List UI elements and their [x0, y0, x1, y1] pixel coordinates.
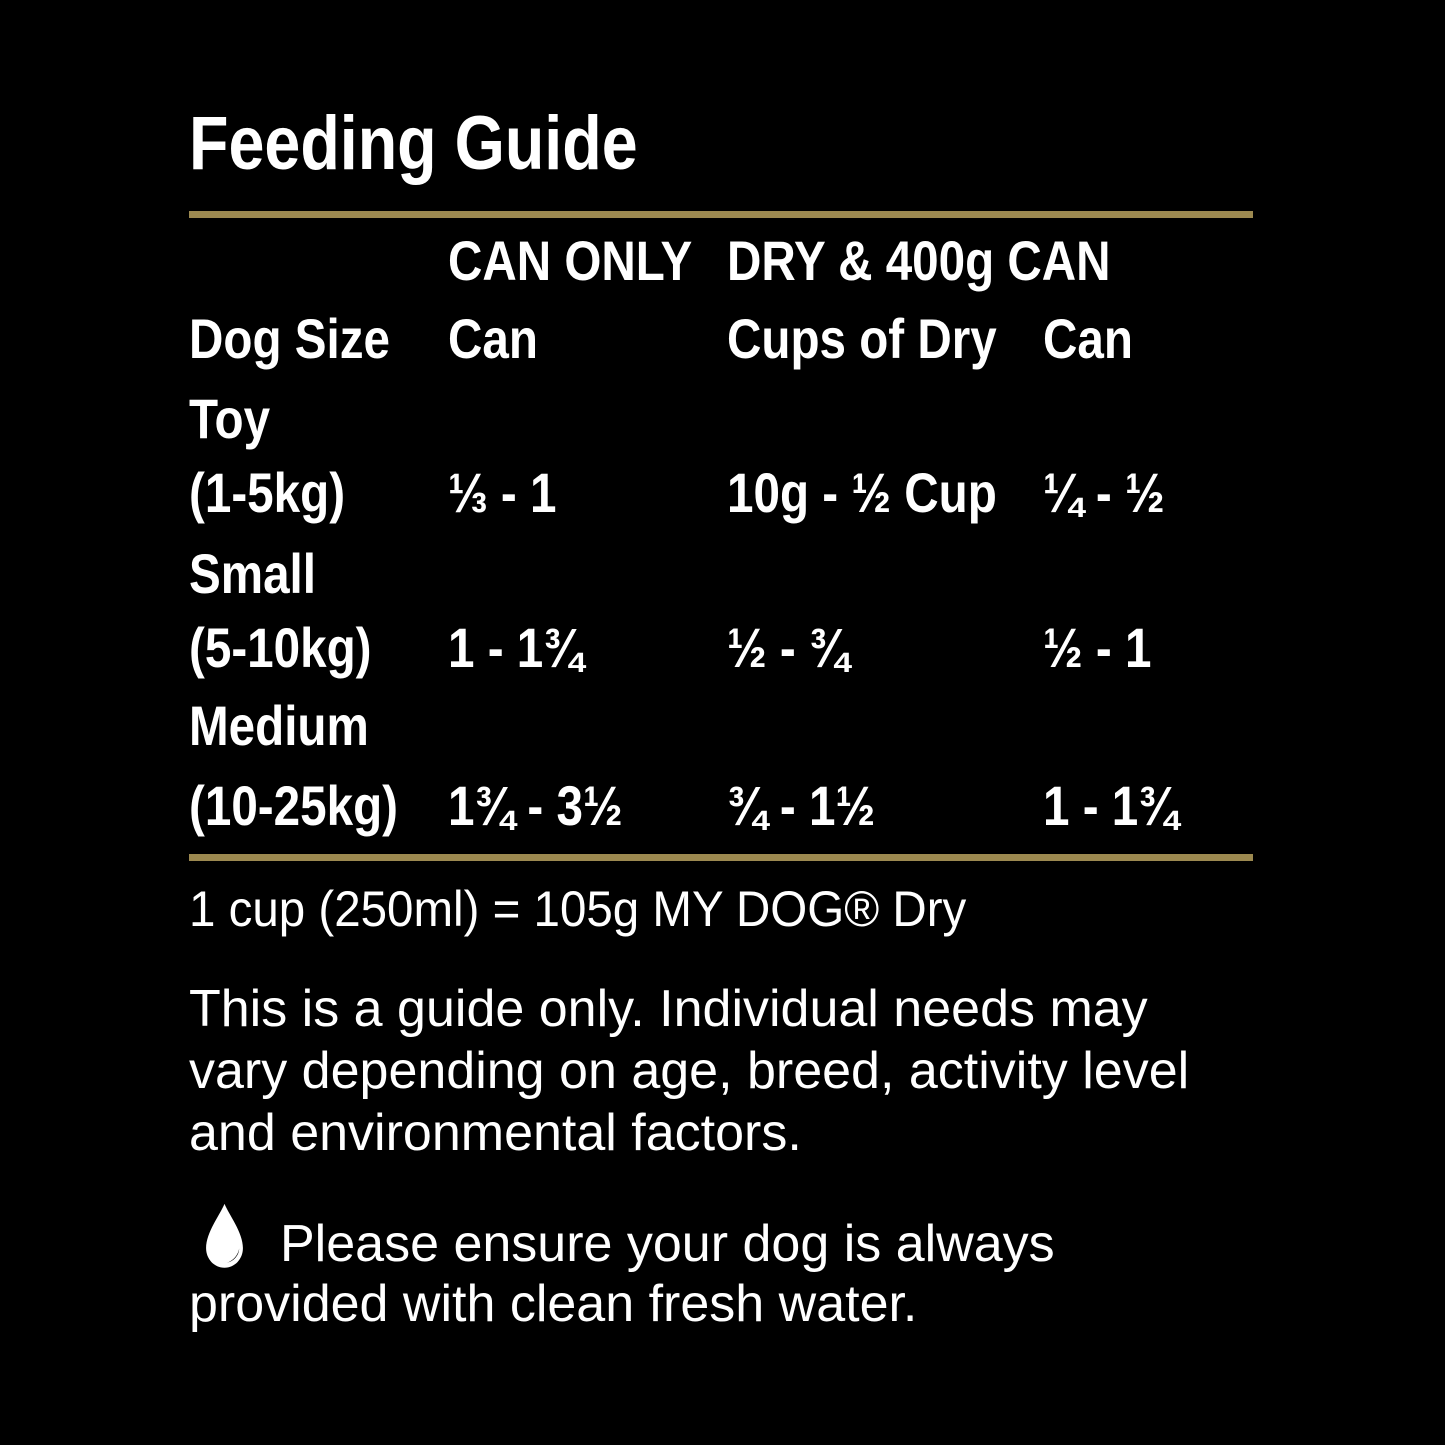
guide-disclaimer-line: vary depending on age, breed, activity level [189, 1042, 1190, 1100]
guide-disclaimer-line: This is a guide only. Individual needs may [189, 980, 1148, 1038]
table-row-size-label: Medium [189, 694, 369, 757]
divider-bottom [189, 854, 1253, 861]
guide-disclaimer [189, 978, 1189, 1164]
table-cell-cups-of-dry: 10g - ½ Cup [727, 461, 997, 524]
group-header-dry-and-can: DRY & 400g CAN [727, 229, 1111, 292]
group-header-can-only: CAN ONLY [448, 229, 693, 292]
cup-equivalence-note: 1 cup (250ml) = 105g MY DOG® Dry [189, 881, 967, 937]
divider-top [189, 211, 1253, 218]
table-cell-can-only: 1 - 1¾ [448, 616, 583, 679]
page-title: Feeding Guide [189, 101, 638, 186]
table-row-size-label: Small [189, 542, 316, 605]
table-row-weight-range: (10-25kg) [189, 774, 398, 837]
table-cell-can: 1 - 1¾ [1043, 774, 1178, 837]
water-drop-icon [198, 1202, 251, 1272]
water-note-line: provided with clean fresh water. [189, 1275, 918, 1333]
table-cell-cups-of-dry: ¾ - 1½ [727, 774, 876, 837]
table-cell-cups-of-dry: ½ - ¾ [727, 616, 849, 679]
table-row-size-label: Toy [189, 387, 271, 450]
table-cell-can: ½ - 1 [1043, 616, 1152, 679]
column-header-cups-of-dry: Cups of Dry [727, 307, 997, 370]
guide-disclaimer-line: and environmental factors. [189, 1104, 802, 1162]
column-header-can-2: Can [1043, 307, 1133, 370]
table-cell-can-only: ⅓ - 1 [448, 461, 557, 524]
table-cell-can: ¼ - ½ [1043, 461, 1165, 524]
table-cell-can-only: 1¾ - 3½ [448, 774, 623, 837]
table-row-weight-range: (1-5kg) [189, 461, 346, 524]
water-note-line: Please ensure your dog is always [280, 1215, 1055, 1273]
column-header-dog-size: Dog Size [189, 307, 390, 370]
table-row-weight-range: (5-10kg) [189, 616, 372, 679]
column-header-can: Can [448, 307, 538, 370]
